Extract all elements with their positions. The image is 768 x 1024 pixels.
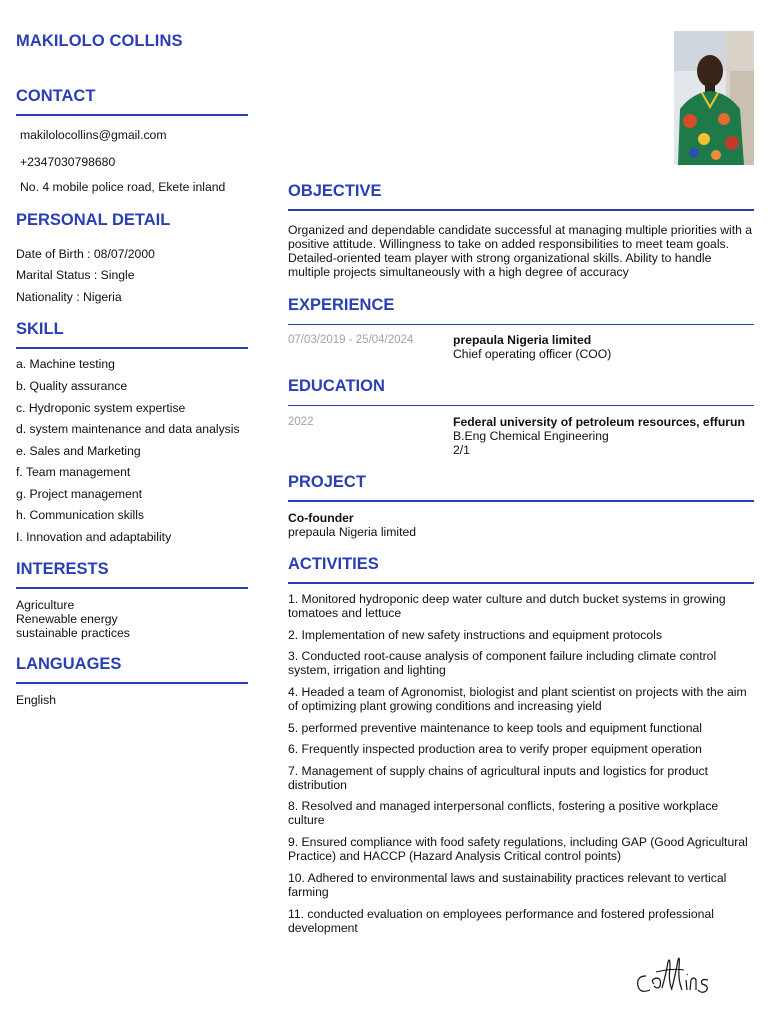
personal-heading: PERSONAL DETAIL [16,211,171,229]
project-title: Co-founder [288,511,354,525]
skill-item: I. Innovation and adaptability [16,530,172,544]
activity-item: 9. Ensured compliance with food safety regulations, including GAP (Good Agricultural Practice) and HACCP (Hazard Analysis Critical control points) [288,835,748,863]
objective-section [288,181,754,211]
activity-item: 10. Adhered to environmental laws and sustainability practices relevant to vertical farming [288,871,727,899]
education-grade: 2/1 [453,443,470,457]
experience-date: 07/03/2019 - 25/04/2024 [288,334,414,346]
skill-item: b. Quality assurance [16,379,128,393]
activity-item: 3. Conducted root-cause analysis of component failure including climate control system, irrigation and lighting [288,649,717,677]
skill-item: h. Communication skills [16,508,145,522]
interests-heading: INTERESTS [16,560,109,578]
contact-phone: +2347030798680 [20,155,116,169]
skill-item: a. Machine testing [16,357,115,371]
contact-address: No. 4 mobile police road, Ekete inland [20,180,226,194]
project-heading: PROJECT [288,473,366,491]
skill-rule [16,347,248,349]
skill-item: c. Hydroponic system expertise [16,401,186,415]
personal-section [16,210,248,230]
objective-text: Organized and dependable candidate successful at managing multiple priorities with a positive attitude. Willingness to take on added responsibilities to meet team goals. Detailed-oriented team player with strong organizational skills. Ability to handle multiple projects simultaneously with a high degree of accuracy [288,223,753,279]
interest-item: Renewable energy [16,612,118,626]
skill-heading: SKILL [16,320,64,338]
activities-heading: ACTIVITIES [288,555,379,573]
contact-heading: CONTACT [16,87,96,105]
personal-dob: Date of Birth : 08/07/2000 [16,247,155,261]
education-date: 2022 [288,416,314,428]
interests-rule [16,587,248,589]
objective-heading: OBJECTIVE [288,182,382,200]
experience-role: Chief operating officer (COO) [453,347,612,361]
education-details [453,415,753,457]
education-heading: EDUCATION [288,377,385,395]
education-rule [288,405,754,406]
education-degree: B.Eng Chemical Engineering [453,429,609,443]
contact-section [16,86,248,116]
project-rule [288,500,754,502]
contact-rule [16,114,248,116]
activity-item: 1. Monitored hydroponic deep water culture and dutch bucket systems in growing tomatoes and lettuce [288,592,726,620]
languages-heading: LANGUAGES [16,655,122,673]
skill-item: g. Project management [16,487,143,501]
languages-rule [16,682,248,684]
candidate-name: MAKILOLO COLLINS [16,32,183,50]
skill-item: e. Sales and Marketing [16,444,141,458]
skill-item: f. Team management [16,465,131,479]
interest-item: Agriculture [16,598,75,612]
activities-section [288,554,754,584]
activity-item: 7. Management of supply chains of agricultural inputs and logistics for product distribution [288,764,709,792]
signature-graphic [632,950,716,1002]
personal-nationality: Nationality : Nigeria [16,290,122,304]
skill-section [16,319,248,349]
interest-item: sustainable practices [16,626,130,640]
education-school: Federal university of petroleum resources, effurun [453,415,745,429]
experience-details [453,333,753,361]
activity-item: 2. Implementation of new safety instructions and equipment protocols [288,628,662,642]
activity-item: 4. Headed a team of Agronomist, biologist and plant scientist on projects with the aim of optimizing plant growing conditions and increasing yield [288,685,747,713]
project-org: prepaula Nigeria limited [288,525,417,539]
experience-section [288,295,754,315]
skill-item: d. system maintenance and data analysis [16,422,240,436]
education-section [288,376,754,396]
activity-item: 6. Frequently inspected production area to verify proper equipment operation [288,742,702,756]
project-section [288,472,754,502]
activity-item: 8. Resolved and managed interpersonal conflicts, fostering a positive workplace culture [288,799,719,827]
contact-email: makilolocollins@gmail.com [20,128,167,142]
activity-item: 5. performed preventive maintenance to keep tools and equipment functional [288,721,702,735]
experience-heading: EXPERIENCE [288,296,395,314]
experience-rule [288,324,754,325]
profile-photo-graphic [674,31,754,165]
profile-photo [674,31,754,165]
activities-rule [288,582,754,584]
personal-marital: Marital Status : Single [16,268,135,282]
interests-section [16,559,248,589]
activity-item: 11. conducted evaluation on employees performance and fostered professional development [288,907,714,935]
objective-rule [288,209,754,211]
experience-company: prepaula Nigeria limited [453,333,592,347]
language-item: English [16,693,56,707]
languages-section [16,654,248,684]
